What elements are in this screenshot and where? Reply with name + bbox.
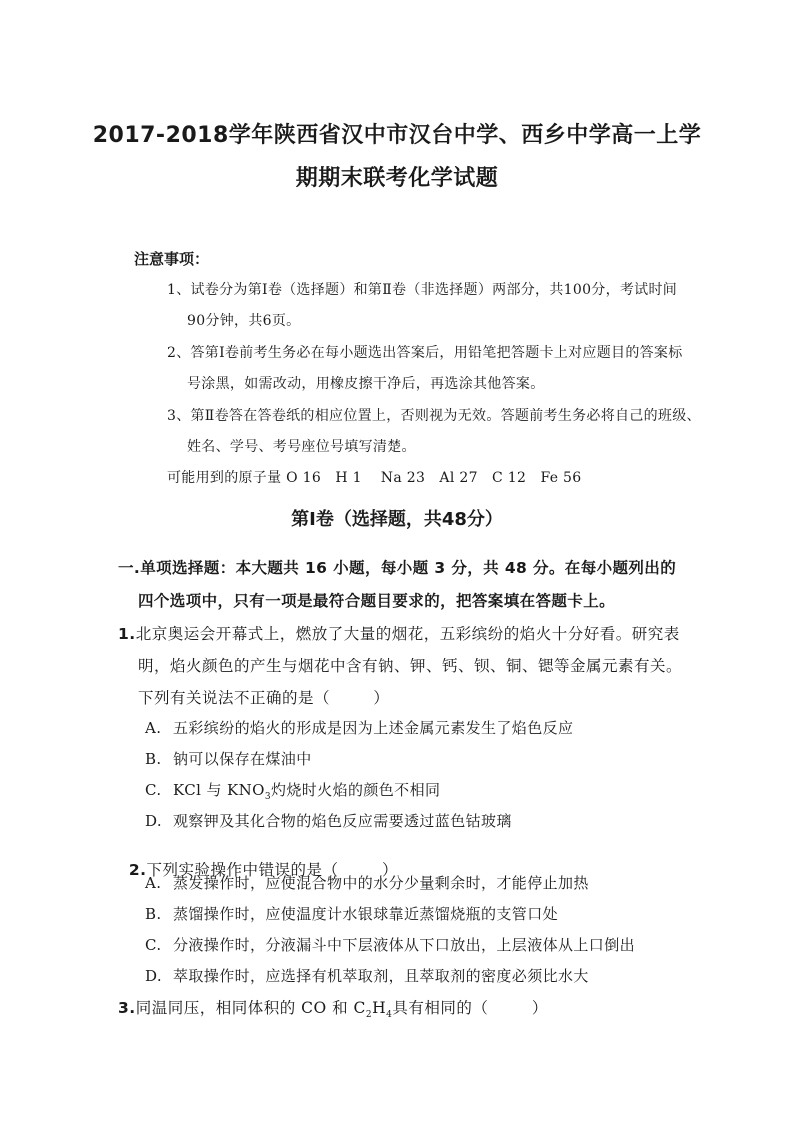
page-title-line2: 期期末联考化学试题 xyxy=(295,166,499,191)
option-label: D. xyxy=(145,812,163,830)
option-text: 蒸发操作时，应使混合物中的水分少量剩余时，才能停止加热 xyxy=(173,874,589,892)
option-label: B. xyxy=(145,750,162,768)
page-title-line1: 2017-2018学年陕西省汉中市汉台中学、西乡中学高一上学 xyxy=(92,123,702,148)
question-1-option-d xyxy=(145,810,512,831)
notice-item-2-cont: 号涂黑，如需改动，用橡皮擦干净后，再选涂其他答案。 xyxy=(187,376,545,392)
section-instruction: 一.单项选择题：本大题共 16 小题，每小题 3 分，共 48 分。在每小题列出的 xyxy=(118,559,677,577)
option-text: KCl 与 KNO xyxy=(173,781,265,799)
option-label: A. xyxy=(145,874,162,892)
notice-item-1: 1、试卷分为第Ⅰ卷（选择题）和第Ⅱ卷（非选择题）两部分，共100分，考试时间 xyxy=(167,282,678,298)
option-text: 分液操作时，分液漏斗中下层液体从下口放出，上层液体从上口倒出 xyxy=(173,936,636,954)
option-text: 五彩缤纷的焰火的形成是因为上述金属元素发生了焰色反应 xyxy=(173,719,574,737)
notice-heading: 注意事项： xyxy=(134,250,210,268)
question-number: 2. xyxy=(128,861,147,879)
question-text: 具有相同的（ ） xyxy=(392,999,548,1017)
question-3-stem xyxy=(118,996,548,1020)
question-1-stem-cont: 明，焰火颜色的产生与烟花中含有钠、钾、钙、钡、铜、锶等金属元素有关。 xyxy=(138,657,683,675)
question-number: 1. xyxy=(118,625,136,643)
subscript: 2 xyxy=(365,1010,373,1021)
question-1-option-b xyxy=(145,748,312,769)
option-text: 蒸馏操作时，应使温度计水银球靠近蒸馏烧瓶的支管口处 xyxy=(173,905,559,923)
notice-item-3: 3、第Ⅱ卷答在答卷纸的相应位置上，否则视为无效。答题前考生务必将自己的班级、 xyxy=(167,408,701,424)
option-text: 萃取操作时，应选择有机萃取剂，且萃取剂的密度必须比水大 xyxy=(173,967,589,985)
notice-item-1-cont: 90分钟，共6页。 xyxy=(187,313,301,329)
question-1-option-c xyxy=(145,779,440,802)
atomic-mass-line: 可能用到的原子量 O 16 H 1 Na 23 Al 27 C 12 Fe 56 xyxy=(167,470,582,486)
notice-item-3-cont: 姓名、学号、考号座位号填写清楚。 xyxy=(187,439,416,455)
question-1-stem xyxy=(118,622,680,644)
question-text: 同温同压，相同体积的 CO 和 C xyxy=(135,999,366,1017)
question-number: 3. xyxy=(118,999,136,1017)
option-text: 钠可以保存在煤油中 xyxy=(173,750,312,768)
question-2-option-b xyxy=(145,903,558,924)
option-label: C. xyxy=(145,781,162,799)
question-text: H xyxy=(372,999,387,1017)
question-text: 北京奥运会开幕式上，燃放了大量的烟花，五彩缤纷的焰火十分好看。研究表 xyxy=(135,625,680,643)
question-text: 下列实验操作中错误的是（ ） xyxy=(146,861,398,879)
option-label: A. xyxy=(145,719,162,737)
question-2-option-d xyxy=(145,965,589,986)
question-1-stem-end: 下列有关说法不正确的是（ ） xyxy=(138,689,390,707)
option-text: 观察钾及其化合物的焰色反应需要透过蓝色钴玻璃 xyxy=(173,812,512,830)
option-text: 灼烧时火焰的颜色不相同 xyxy=(270,781,441,799)
question-2-option-c xyxy=(145,934,635,955)
section-instruction-cont: 四个选项中，只有一项是最符合题目要求的，把答案填在答题卡上。 xyxy=(138,592,616,610)
option-label: D. xyxy=(145,967,163,985)
notice-item-2: 2、答第Ⅰ卷前考生务必在每小题选出答案后，用铅笔把答题卡上对应题目的答案标 xyxy=(167,345,683,361)
option-label: C. xyxy=(145,936,162,954)
subscript: 3 xyxy=(264,792,271,802)
question-2-option-a xyxy=(145,872,589,893)
subscript: 4 xyxy=(386,1010,393,1021)
section-heading: 第Ⅰ卷（选择题，共48分） xyxy=(291,509,503,530)
option-label: B. xyxy=(145,905,162,923)
question-1-option-a xyxy=(145,717,573,738)
